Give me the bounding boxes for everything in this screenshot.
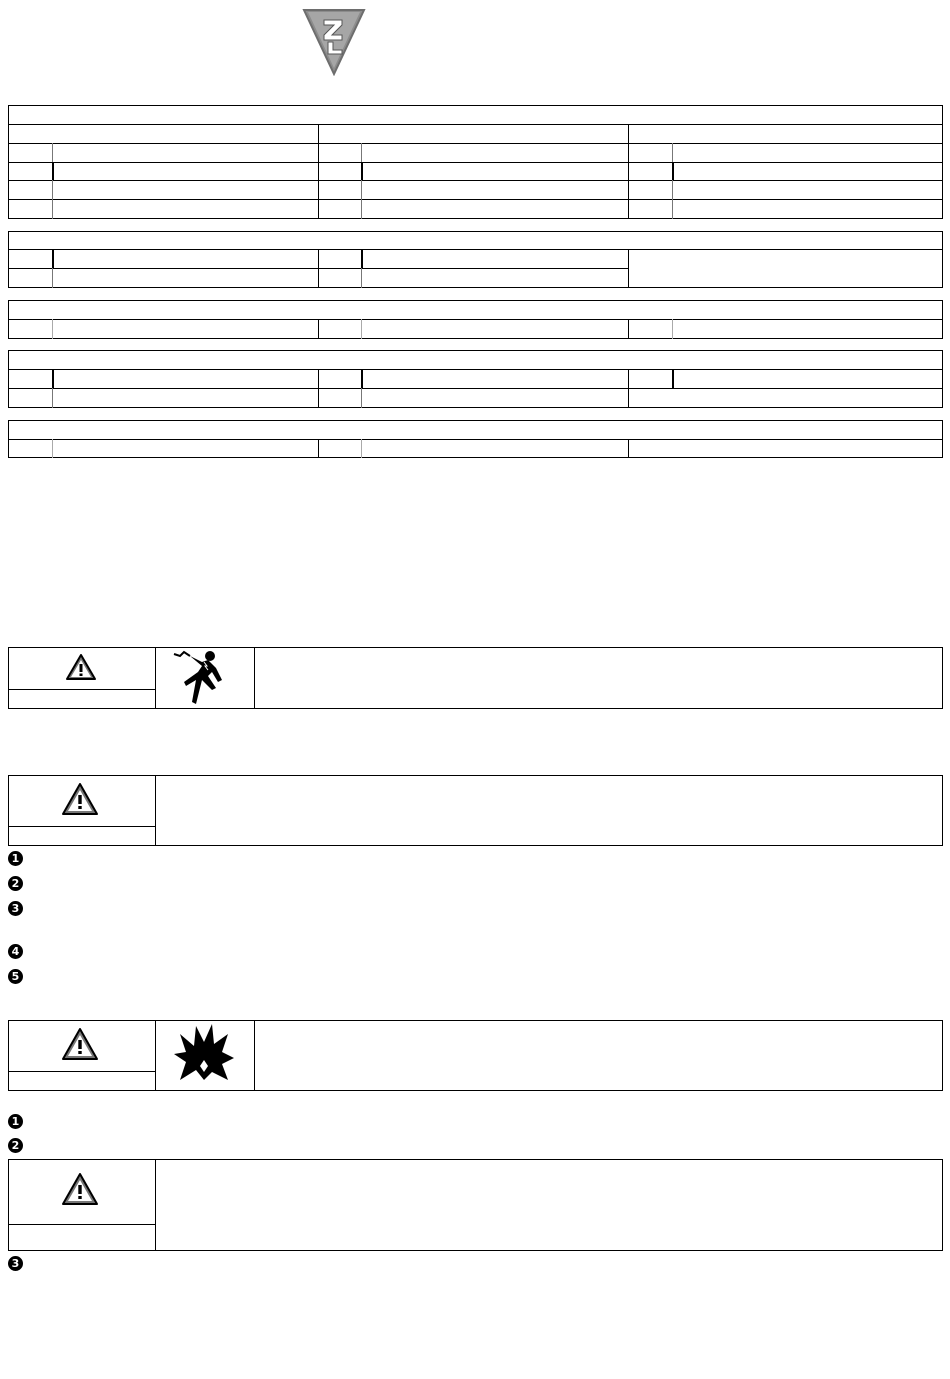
logo-triangle-icon	[302, 8, 366, 76]
spec-section-2	[8, 231, 943, 288]
warning-triangle-icon	[61, 1172, 99, 1211]
warning-box-electric	[8, 647, 943, 709]
list-item-marker: 2	[8, 1138, 23, 1153]
warning-box-explosion	[8, 1020, 943, 1091]
list-item-marker: 1	[8, 1114, 23, 1129]
list-item-marker: 4	[8, 944, 23, 959]
warning-triangle-icon	[61, 782, 99, 821]
list-item-marker: 3	[8, 901, 23, 916]
warning-box-general	[8, 775, 943, 846]
spec-section-4	[8, 350, 943, 408]
warning-triangle-icon	[65, 653, 97, 686]
electric-shock-icon	[172, 650, 238, 711]
brand-logo	[302, 8, 366, 76]
warning-triangle-icon	[61, 1027, 99, 1066]
list-item-marker: 5	[8, 969, 23, 984]
list-item-marker: 2	[8, 876, 23, 891]
list-item-marker: 3	[8, 1256, 23, 1271]
list-item-marker: 1	[8, 851, 23, 866]
warning-box-general-2	[8, 1159, 943, 1251]
explosion-icon	[172, 1022, 236, 1087]
